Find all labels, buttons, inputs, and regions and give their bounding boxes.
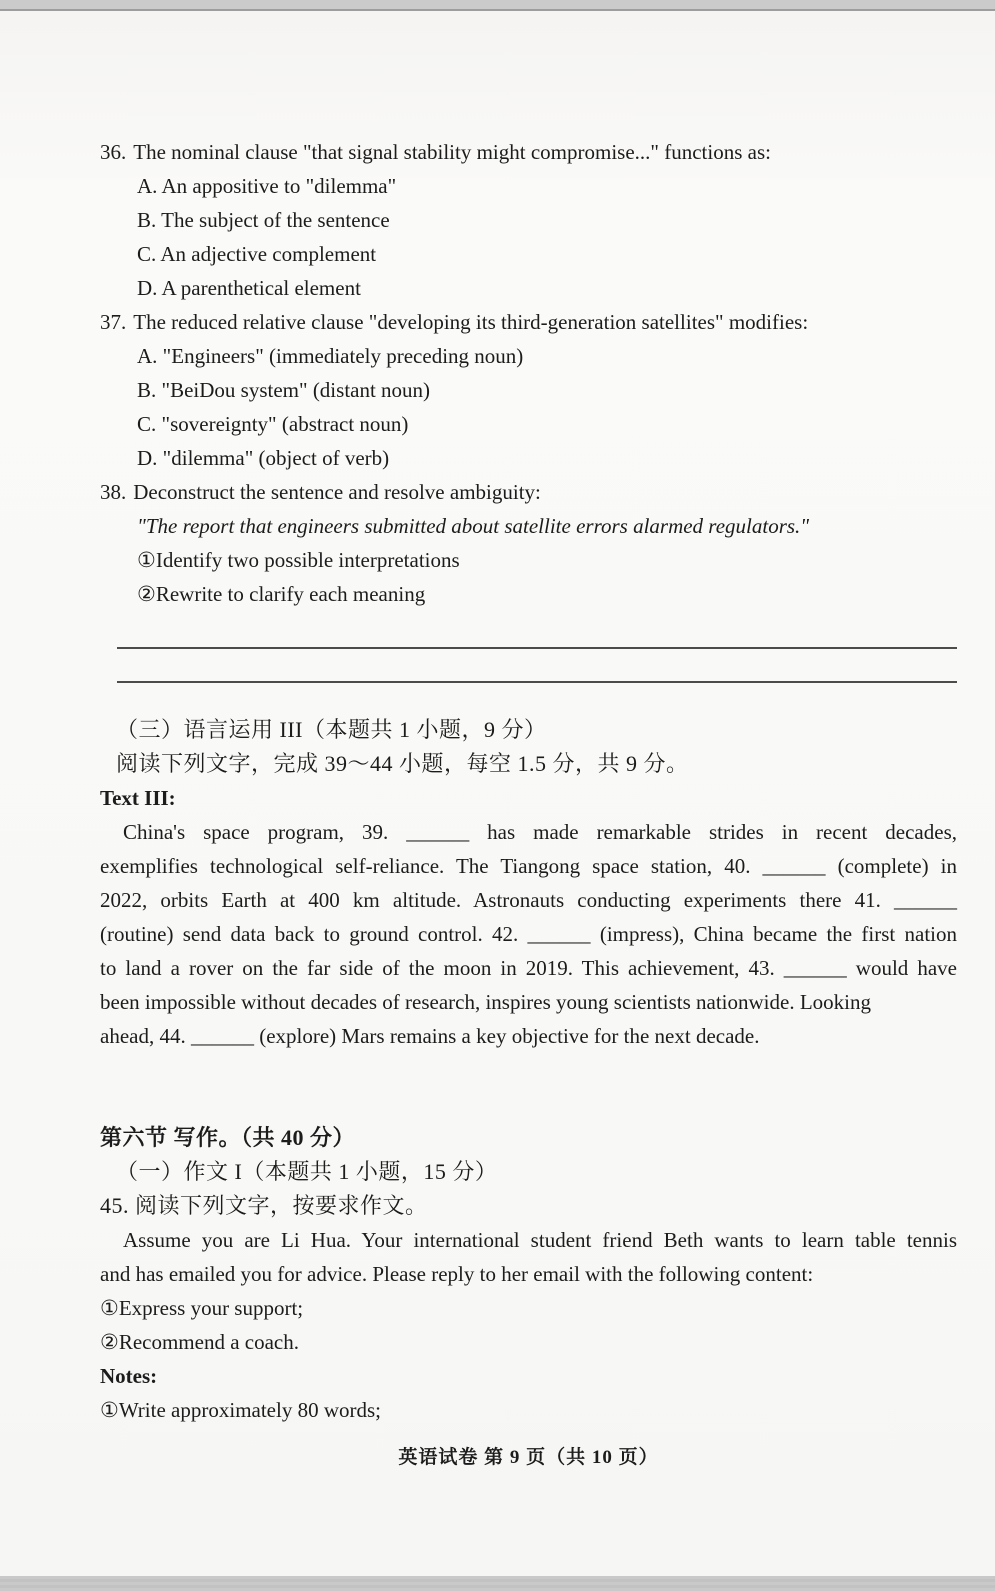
note-1: ①Write approximately 80 words; bbox=[100, 1398, 381, 1422]
question-38-subitem-1: ①Identify two possible interpretations bbox=[137, 548, 460, 572]
question-36-option-b: B. The subject of the sentence bbox=[137, 208, 390, 232]
exam-content bbox=[0, 135, 995, 1475]
question-45: 45. 阅读下列文字，按要求作文。 bbox=[100, 1193, 428, 1218]
passage-line: been impossible without decades of research, inspires young scientists nationwide. Looking bbox=[100, 990, 872, 1014]
passage-line: 2022, orbits Earth at 400 km altitude. Astronauts conducting experiments there 41. ______ bbox=[100, 888, 957, 912]
question-number: 38. bbox=[100, 480, 127, 504]
section-3-heading: （三）语言运用 III（本题共 1 小题，9 分） bbox=[116, 717, 547, 742]
question-36 bbox=[100, 135, 957, 169]
question-38-subitem-2: ②Rewrite to clarify each meaning bbox=[137, 582, 426, 606]
writing-prompt-line: and has emailed you for advice. Please reply to her email with the following content: bbox=[100, 1262, 814, 1286]
passage-line: (routine) send data back to ground control. 42. ______ (impress), China became the first nation bbox=[100, 922, 957, 946]
question-37-option-b: B. "BeiDou system" (distant noun) bbox=[137, 378, 431, 402]
question-37 bbox=[100, 305, 957, 339]
page-footer: 英语试卷 第 9 页（共 10 页） bbox=[398, 1447, 659, 1468]
question-36-option-c: C. An adjective complement bbox=[137, 242, 377, 266]
answer-blank-line bbox=[117, 647, 957, 649]
answer-blank-line bbox=[117, 681, 957, 683]
text-3-label: Text III: bbox=[100, 786, 176, 810]
passage-line: to land a rover on the far side of the moon in 2019. This achievement, 43. ______ would have bbox=[100, 956, 957, 980]
writing-section-heading: 第六节 写作。（共 40 分） bbox=[100, 1125, 356, 1150]
question-36-option-a: A. An appositive to "dilemma" bbox=[137, 174, 397, 198]
section-3-instructions: 阅读下列文字，完成 39～44 小题，每空 1.5 分，共 9 分。 bbox=[116, 751, 689, 776]
top-letterbox-bar bbox=[0, 0, 995, 11]
writing-task-1: ①Express your support; bbox=[100, 1296, 304, 1320]
question-37-option-c: C. "sovereignty" (abstract noun) bbox=[137, 412, 409, 436]
writing-prompt-line: Assume you are Li Hua. Your international student friend Beth wants to learn table tennis bbox=[123, 1228, 957, 1252]
exam-page bbox=[0, 11, 995, 1576]
writing-part-heading: （一）作文 I（本题共 1 小题，15 分） bbox=[116, 1159, 498, 1184]
notes-label: Notes: bbox=[100, 1364, 158, 1388]
question-number: 37. bbox=[100, 310, 127, 334]
passage-line: China's space program, 39. ______ has made remarkable strides in recent decades, bbox=[123, 820, 957, 844]
writing-task-2: ②Recommend a coach. bbox=[100, 1330, 299, 1354]
passage-line: ahead, 44. ______ (explore) Mars remains a key objective for the next decade. bbox=[100, 1024, 760, 1048]
question-stem: The reduced relative clause "developing its third-generation satellites" modifies: bbox=[133, 310, 809, 334]
question-stem: The nominal clause "that signal stability might compromise..." functions as: bbox=[133, 140, 771, 164]
question-38-quote: "The report that engineers submitted about satellite errors alarmed regulators." bbox=[137, 514, 810, 538]
question-38 bbox=[100, 475, 957, 509]
question-36-option-d: D. A parenthetical element bbox=[137, 276, 361, 300]
bottom-letterbox-bar bbox=[0, 1576, 995, 1591]
question-number: 36. bbox=[100, 140, 127, 164]
passage-line: exemplifies technological self-reliance. The Tiangong space station, 40. ______ (complete) in bbox=[100, 854, 957, 878]
question-37-option-d: D. "dilemma" (object of verb) bbox=[137, 446, 390, 470]
question-37-option-a: A. "Engineers" (immediately preceding noun) bbox=[137, 344, 524, 368]
question-stem: Deconstruct the sentence and resolve ambiguity: bbox=[133, 480, 541, 504]
